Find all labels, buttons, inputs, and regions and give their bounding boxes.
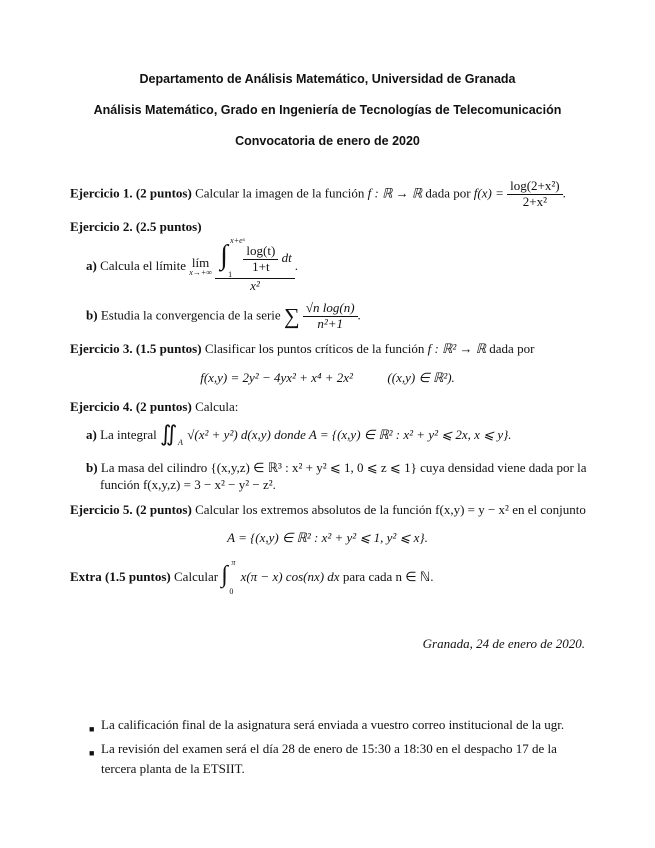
exercise-5-label: Ejercicio 5. [70, 502, 133, 517]
extra-integrand: x(π − x) cos(nx) dx [240, 568, 340, 584]
exercise-1-lhs: f(x) = [473, 185, 504, 201]
exercise-1-period: . [562, 185, 566, 201]
exercise-2-heading [70, 219, 202, 235]
exercise-2a-numerator [215, 236, 295, 279]
exercise-4a [86, 421, 512, 448]
exercise-1-text: Calcular la imagen de la función [195, 185, 365, 201]
exercise-2b-denominator: n²+1 [303, 316, 358, 332]
exercise-1-numerator: log(2+x²) [510, 178, 560, 193]
limit-operator [189, 256, 212, 277]
exercise-1-fraction [507, 179, 563, 210]
exercise-2a: a) Calcula el límite lím x→+∞ ∫ x+eˣ 1 $\frac{\log(t)}{1+t}$ dt x² . [86, 236, 298, 293]
bullet-icon: ■ [89, 748, 95, 758]
exercise-1-denominator: 2+x² [507, 194, 563, 210]
integrand-differential: dt [281, 249, 292, 265]
department-title: Departamento de Análisis Matemático, Universidad de Granada [139, 72, 516, 86]
integral-lower-limit: 1 [228, 270, 233, 279]
exercise-2b-text: Estudia la convergencia de la serie [100, 307, 281, 323]
limit-word: lím [191, 255, 210, 271]
exercise-3-map: f : ℝ² → ℝ [427, 341, 487, 356]
integrand-numerator: log(t) [246, 242, 276, 258]
exercise-4-heading [70, 399, 238, 415]
exercise-4-points: (2 puntos) [135, 399, 192, 414]
note-item: La calificación final de la asignatura será enviada a vuestro correo institucional de la ugr. [101, 717, 565, 732]
exercise-4b [86, 460, 586, 476]
exercise-3-text: Clasificar los puntos críticos de la función [204, 341, 425, 356]
exercise-2a-text: Calcula el límite [100, 257, 187, 273]
exercise-2-label: Ejercicio 2. [70, 219, 133, 234]
exercise-1-map: f : ℝ → ℝ [367, 185, 423, 201]
exercise-1-points: (2 puntos) [135, 185, 192, 201]
exercise-2b-numerator: √n log(n) [305, 300, 355, 315]
integral-sign: ∫ x+eˣ 1 [220, 236, 245, 279]
exercise-2b: b) Estudia la convergencia de la serie ∑ $\frac{\text{√n log(n)}}{\text{n²+1}}$ . [86, 300, 361, 331]
exercise-5-text: Calcular los extremos absolutos de la función f(x,y) = y − x² en el conjunto [195, 502, 586, 517]
integral-upper-limit: x+eˣ [230, 236, 245, 245]
extra-integral-sign: ∫ π 0 [221, 558, 236, 596]
exercise-4a-integrand: √(x² + y²) d(x,y) [187, 426, 271, 442]
integrand-fraction [243, 244, 278, 275]
limit-subscript: x→+∞ [189, 268, 212, 278]
exercise-3-formula-line [0, 370, 655, 386]
exercise-2a-label: a) [86, 257, 97, 273]
exercise-3-formula: f(x,y) = 2y² − 4yx² + x⁴ + 2x² [200, 370, 353, 385]
exercise-3-domain: ((x,y) ∈ ℝ²). [387, 370, 455, 385]
exercise-3 [70, 341, 534, 357]
course-title: Análisis Matemático, Grado en Ingeniería de Tecnologías de Telecomunicación [93, 103, 562, 117]
double-integral-sign: ∬ A [160, 421, 183, 447]
exercise-5-set: A = {(x,y) ∈ ℝ² : x² + y² ⩽ 1, y² ⩽ x}. [227, 530, 428, 545]
exercise-1 [70, 179, 566, 210]
exercise-2a-fraction [215, 236, 295, 294]
sum-symbol: ∑ [283, 303, 300, 329]
exercise-3-points: (1.5 puntos) [135, 341, 202, 356]
exercise-2a-denominator: x² [215, 278, 295, 294]
extra-exercise [70, 558, 434, 596]
extra-text: Calcular [174, 568, 219, 584]
exercise-4a-domain: donde A = {(x,y) ∈ ℝ² : x² + y² ⩽ 2x, x ⩽ y}. [274, 426, 512, 442]
bullet-icon: ■ [89, 724, 95, 734]
exercise-2b-label: b) [86, 307, 98, 323]
integrand-denominator: 1+t [243, 259, 278, 275]
extra-tail: para cada n ∈ ℕ. [342, 568, 434, 584]
extra-label: Extra (1.5 puntos) [70, 568, 171, 584]
exercise-3-label: Ejercicio 3. [70, 341, 133, 356]
exam-session: Convocatoria de enero de 2020 [235, 134, 420, 148]
exercise-2b-fraction [303, 301, 358, 332]
place-date: Granada, 24 de enero de 2020. [422, 636, 585, 651]
exercise-4a-label: a) [86, 426, 97, 442]
exercise-4b-line2: función f(x,y,z) = 3 − x² − y² − z². [100, 477, 276, 492]
exercise-2-points: (2.5 puntos) [135, 219, 202, 234]
exercise-1-label: Ejercicio 1. [70, 185, 133, 201]
exercise-1-dada: dada por [425, 185, 471, 201]
exercise-3-dada: dada por [489, 341, 535, 356]
exercise-5 [70, 502, 586, 518]
exercise-4b-label: b) [86, 460, 98, 475]
exercise-4-label: Ejercicio 4. [70, 399, 133, 414]
exercise-4a-text: La integral [100, 426, 157, 442]
exercise-5-points: (2 puntos) [135, 502, 192, 517]
extra-lower-limit: 0 [229, 587, 234, 596]
exercise-4b-line1: La masa del cilindro {(x,y,z) ∈ ℝ³ : x² + y² ⩽ 1, 0 ⩽ z ⩽ 1} cuya densidad viene dada por la [100, 460, 587, 475]
extra-upper-limit: π [231, 558, 236, 567]
exercise-4-text: Calcula: [195, 399, 239, 414]
note-item: La revisión del examen será el día 28 de enero de 15:30 a 18:30 en el despacho 17 de la tercera planta de la ETSIIT. [101, 741, 557, 776]
